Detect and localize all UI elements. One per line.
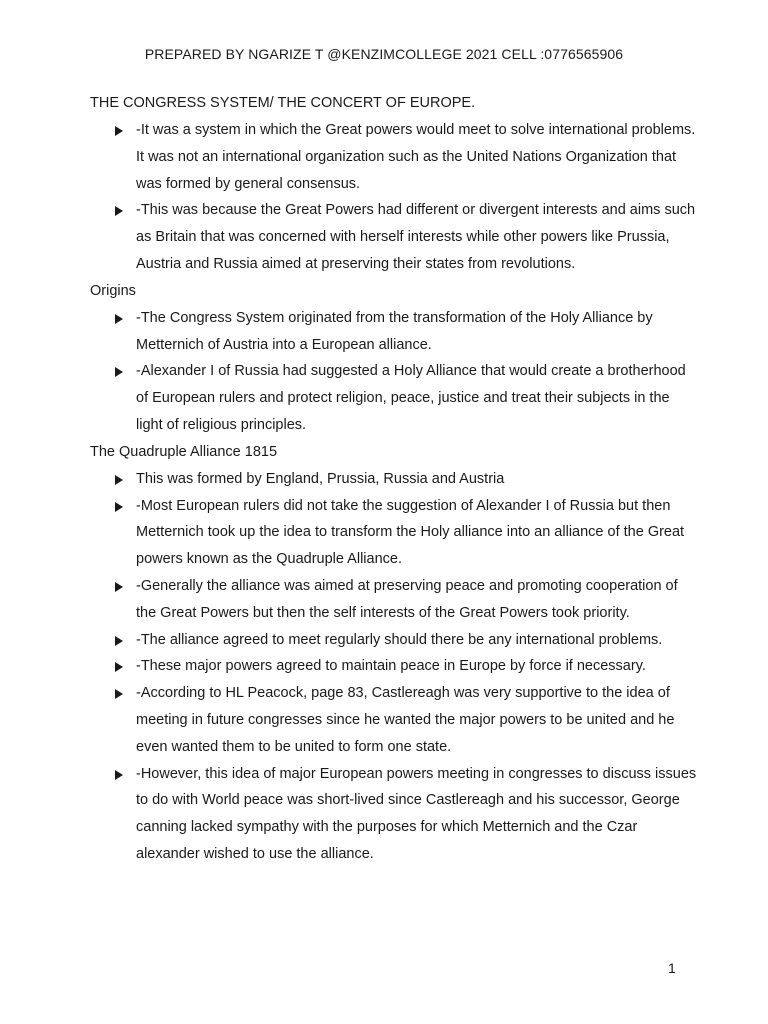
- list-item: [90, 197, 700, 277]
- bullet-text: -The Congress System originated from the transformation of the Holy Alliance by Metternich of Austria into a European alliance.: [136, 309, 653, 353]
- arrowhead-bullet-icon: [115, 475, 123, 485]
- list-item: [90, 305, 700, 359]
- bullet-text: -However, this idea of major European powers meeting in congresses to discuss issues to do with World peace was short-lived since Castlereagh and his successor, George canning lacked sympathy with the purposes for which Metternich and the Czar alexander wished to use the alliance.: [136, 765, 697, 862]
- bullet-text: -This was because the Great Powers had different or divergent interests and aims such as Britain that was concerned with herself interests while other powers like Prussia, Austria and Russia aimed at preserving their states from revolutions.: [136, 202, 696, 272]
- list-item: [90, 358, 700, 438]
- bullet-list-congress-system: [90, 117, 700, 278]
- list-item: [90, 466, 700, 493]
- arrowhead-bullet-icon: [115, 206, 123, 216]
- list-item: [90, 680, 700, 760]
- bullet-list-origins: [90, 305, 700, 439]
- list-item: [90, 117, 700, 197]
- arrowhead-bullet-icon: [115, 662, 123, 672]
- bullet-text: -Most European rulers did not take the suggestion of Alexander I of Russia but then Metternich took up the idea to transform the Holy alliance into an alliance of the Great powers known as the Quadruple Alliance.: [136, 497, 685, 568]
- list-item: [90, 493, 700, 573]
- page-number: 1: [668, 960, 676, 976]
- bullet-text: -Generally the alliance was aimed at preserving peace and promoting cooperation of the Great Powers but then the self interests of the Great Powers took priority.: [136, 577, 678, 621]
- section-heading-congress-system: THE CONGRESS SYSTEM/ THE CONCERT OF EUROPE.: [90, 95, 476, 111]
- bullet-text: This was formed by England, Prussia, Russia and Austria: [136, 470, 505, 487]
- arrowhead-bullet-icon: [115, 502, 123, 512]
- bullet-text: -It was a system in which the Great powers would meet to solve international problems. It was not an international organization such as the United Nations Organization that was formed by general consensus.: [136, 122, 696, 192]
- arrowhead-bullet-icon: [115, 770, 123, 780]
- document-body: [90, 90, 700, 868]
- list-item: [90, 761, 700, 868]
- bullet-text: -The alliance agreed to meet regularly should there be any international problems.: [136, 631, 663, 648]
- arrowhead-bullet-icon: [115, 126, 123, 136]
- arrowhead-bullet-icon: [115, 582, 123, 592]
- arrowhead-bullet-icon: [115, 314, 123, 324]
- arrowhead-bullet-icon: [115, 367, 123, 377]
- arrowhead-bullet-icon: [115, 689, 123, 699]
- list-item: [90, 653, 700, 680]
- bullet-list-quadruple-alliance: [90, 466, 700, 868]
- bullet-text: -According to HL Peacock, page 83, Castlereagh was very supportive to the idea of meeting in future congresses since he wanted the major powers to be united and he even wanted them to be united to form one state.: [136, 685, 675, 755]
- list-item: [90, 573, 700, 627]
- section-heading-quadruple-alliance: The Quadruple Alliance 1815: [90, 443, 278, 460]
- bullet-text: -Alexander I of Russia had suggested a Holy Alliance that would create a brotherhood of European rulers and protect religion, peace, justice and treat their subjects in the light of religious principles.: [136, 363, 686, 433]
- list-item: [90, 627, 700, 654]
- bullet-text: -These major powers agreed to maintain peace in Europe by force if necessary.: [136, 658, 646, 675]
- arrowhead-bullet-icon: [115, 636, 123, 646]
- page-header: PREPARED BY NGARIZE T @KENZIMCOLLEGE 2021 CELL :0776565906: [144, 46, 624, 62]
- section-heading-origins: Origins: [90, 282, 136, 299]
